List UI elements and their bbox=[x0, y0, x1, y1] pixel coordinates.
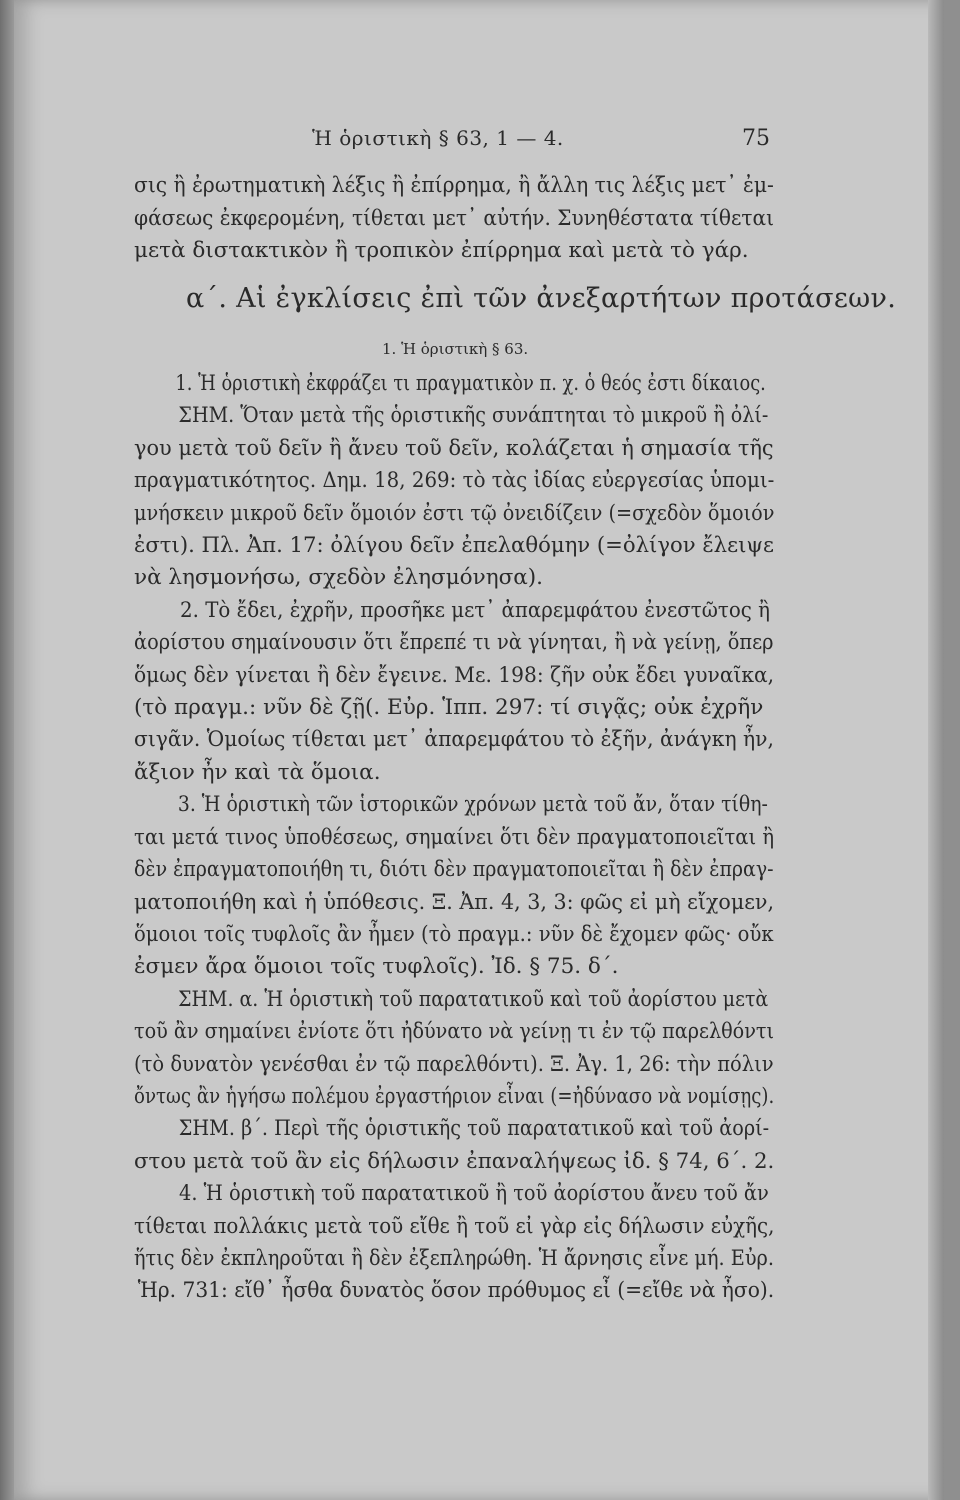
subsection-title: 1. Ἡ ὁριστικὴ § 63. bbox=[382, 340, 529, 358]
text-line: δὲν ἐπραγματοποιήθη τι, διότι δὲν πραγματοποιεῖται ἢ δὲν ἐπραγ- bbox=[134, 857, 774, 883]
text-line: 1. Ἡ ὁριστικὴ ἐκφράζει τι πραγματικὸν π. χ. ὁ θεός ἐστι δίκαιος. bbox=[175, 371, 766, 396]
main-text bbox=[134, 368, 774, 1308]
text-line: ΣΗΜ. α. Ἡ ὁριστικὴ τοῦ παρατατικοῦ καὶ τοῦ ἀορίστου μετὰ bbox=[178, 986, 769, 1012]
text-line: νὰ λησμονήσω, σχεδὸν ἐλησμόνησα). bbox=[134, 565, 543, 591]
text-line: ται μετά τινος ὑποθέσεως, σημαίνει ὅτι δὲν πραγματοποιεῖται ἢ bbox=[134, 824, 775, 850]
page-number: 75 bbox=[742, 126, 770, 151]
text-line: ματοποιήθη καὶ ἡ ὑπόθεσις. Ξ. Ἀπ. 4, 3, 3: φῶς εἰ μὴ εἴχομεν, bbox=[134, 889, 775, 915]
text-line: ἀορίστου σημαίνουσιν ὅτι ἔπρεπέ τι νὰ γίνηται, ἢ νὰ γείνῃ, ὅπερ bbox=[134, 630, 774, 656]
book-spine-shadow bbox=[0, 0, 14, 1500]
text-line: μετὰ διστακτικὸν ἢ τροπικὸν ἐπίρρημα καὶ μετὰ τὸ γάρ. bbox=[134, 238, 749, 264]
text-line: (τὸ δυνατὸν γενέσθαι ἐν τῷ παρελθόντι). Ξ. Ἀγ. 1, 26: τὴν πόλιν bbox=[134, 1051, 774, 1077]
text-line: σις ἢ ἐρωτηματικὴ λέξις ἢ ἐπίρρημα, ἢ ἄλλη τις λέξις μετ᾽ ἐμ- bbox=[134, 173, 774, 198]
text-line: 2. Τὸ ἔδει, ἐχρῆν, προσῆκε μετ᾽ ἀπαρεμφάτου ἐνεστῶτος ἢ bbox=[180, 597, 770, 623]
text-line: πραγματικότητος. Δημ. 18, 269: τὸ τὰς ἰδίας εὐεργεσίας ὑπομι- bbox=[134, 468, 775, 494]
text-line: ἥτις δὲν ἐκπληροῦται ἢ δὲν ἐξεπληρώθη. Ἡ ἄρνησις εἶνε μή. Εὐρ. bbox=[134, 1245, 775, 1271]
text-line: φάσεως ἐκφερομένη, τίθεται μετ᾽ αὐτήν. Συνηθέστατα τίθεται bbox=[134, 205, 774, 231]
text-line: ἐσμεν ἄρα ὅμοιοι τοῖς τυφλοῖς). Ἰδ. § 75. δ΄. bbox=[134, 954, 619, 980]
section-title: α΄. Αἱ ἐγκλίσεις ἐπὶ τῶν ἀνεξαρτήτων προτάσεων. bbox=[186, 283, 897, 314]
text-line: ἐστι). Πλ. Ἀπ. 17: ὀλίγου δεῖν ἐπελαθόμην (=ὀλίγον ἔλειψε bbox=[134, 533, 774, 559]
page-edge bbox=[928, 0, 944, 1500]
text-line: Ἡρ. 731: εἴθ᾽ ἦσθα δυνατὸς ὅσον πρόθυμος εἶ (=εἴθε νὰ ἦσο). bbox=[137, 1278, 775, 1304]
text-line: ΣΗΜ. Ὅταν μετὰ τῆς ὁριστικῆς συνάπτηται τὸ μικροῦ ἢ ὀλί- bbox=[178, 403, 769, 429]
running-head: Ἡ ὁριστικὴ § 63, 1 — 4. bbox=[312, 126, 564, 150]
text-line: στου μετὰ τοῦ ἂν εἰς δήλωσιν ἐπαναλήψεως ἰδ. § 74, 6΄. 2. bbox=[134, 1148, 775, 1174]
text-line: ὅμως δὲν γίνεται ἢ δὲν ἔγεινε. Με. 198: ζῆν οὐκ ἔδει γυναῖκα, bbox=[134, 662, 775, 688]
text-line: τίθεται πολλάκις μετὰ τοῦ εἴθε ἢ τοῦ εἰ γὰρ εἰς δήλωσιν εὐχῆς, bbox=[134, 1213, 775, 1239]
text-line: ὄντως ἂν ἡγήσω πολέμου ἐργαστήριον εἶναι (=ἠδύνασο νὰ νομίσῃς). bbox=[134, 1083, 775, 1109]
text-line: γου μετὰ τοῦ δεῖν ἢ ἄνευ τοῦ δεῖν, κολάζεται ἡ σημασία τῆς bbox=[134, 435, 774, 461]
text-line: σιγᾶν. Ὁμοίως τίθεται μετ᾽ ἀπαρεμφάτου τὸ ἐξῆν, ἀνάγκη ἦν, bbox=[134, 727, 774, 753]
text-line: 3. Ἡ ὁριστικὴ τῶν ἱστορικῶν χρόνων μετὰ τοῦ ἄν, ὅταν τίθη- bbox=[177, 792, 768, 818]
text-line: τοῦ ἂν σημαίνει ἐνίοτε ὅτι ἠδύνατο νὰ γείνῃ τι ἐν τῷ παρελθόντι bbox=[134, 1019, 775, 1045]
text-line: ὅμοιοι τοῖς τυφλοῖς ἂν ἦμεν (τὸ πραγμ.: νῦν δὲ ἔχομεν φῶς· οὔκ bbox=[134, 921, 774, 947]
text-line: (τὸ πραγμ.: νῦν δὲ ζῇ(. Εὐρ. Ἱππ. 297: τί σιγᾷς; οὐκ ἐχρῆν bbox=[134, 695, 764, 721]
text-line: ΣΗΜ. β΄. Περὶ τῆς ὁριστικῆς τοῦ παρατατικοῦ καὶ τοῦ ἀορί- bbox=[178, 1116, 770, 1142]
page-header bbox=[130, 126, 770, 162]
text-line: 4. Ἡ ὁριστικὴ τοῦ παρατατικοῦ ἢ τοῦ ἀορίστου ἄνευ τοῦ ἄν bbox=[179, 1181, 769, 1207]
text-line: μνήσκειν μικροῦ δεῖν ὅμοιόν ἐστι τῷ ὀνειδίζειν (=σχεδὸν ὅμοιόν bbox=[134, 500, 775, 526]
intro-paragraph bbox=[134, 170, 774, 268]
text-line: ἄξιον ἦν καὶ τὰ ὅμοια. bbox=[134, 759, 381, 785]
